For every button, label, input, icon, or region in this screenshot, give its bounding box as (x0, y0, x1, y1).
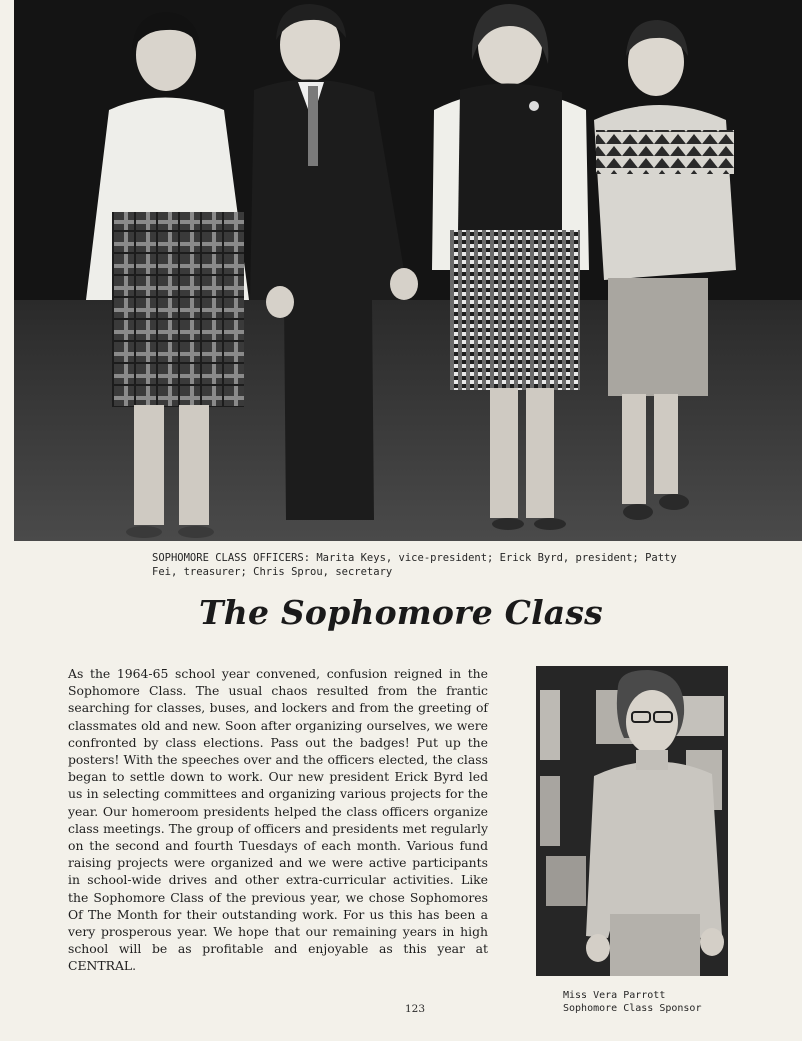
sponsor-photo (536, 666, 728, 976)
article-body: As the 1964-65 school year convened, confusion reigned in the Sophomore Class. The usual chaos resulted from the frantic searching for classes, buses, and lockers and from the greeting of classmates old and new. Soon after organizing ourselves, we were confronted by class elections. Pass out the badges! Put up the posters! With the speeches over and the officers elected, the class began to settle down to work. Our new president Erick Byrd led us in selecting committees and organizing various projects for the year. Our homeroom presidents helped the class officers organize class meetings. The group of officers and presidents met regularly on the second and fourth Tuesdays of each month. Various fund raising projects were organized and we were active participants in school-wide drives and other extra-curricular activities. Like the Sophomore Class of the previous year, we chose Sophomores Of The Month for their outstanding work. For us this has been a very prosperous year. We hope that our remaining years in high school will be as profitable and enjoyable as this year at CENTRAL. (68, 666, 488, 974)
page-title: The Sophomore Class (199, 593, 603, 632)
sponsor-caption (563, 989, 763, 1015)
officers-photo-caption: SOPHOMORE CLASS OFFICERS: Marita Keys, vice-president; Erick Byrd, president; Patty Fei, treasurer; Chris Sprou, secretary (152, 552, 677, 578)
class-officers-photo (14, 0, 802, 541)
sponsor-name: Miss Vera Parrott (563, 990, 666, 1001)
page-number: 123 (405, 1003, 426, 1015)
sponsor-role: Sophomore Class Sponsor (563, 1003, 702, 1014)
